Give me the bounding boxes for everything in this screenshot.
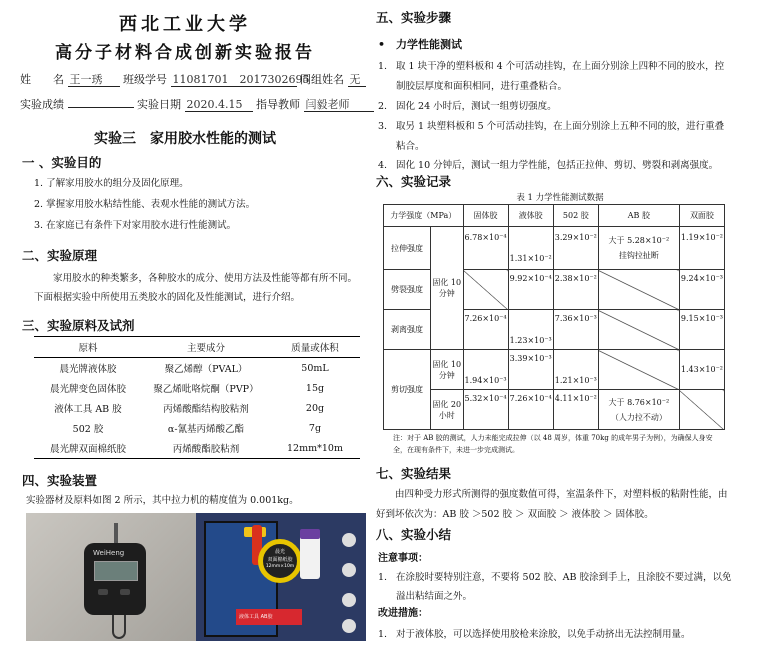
materials-header-material: 原料	[34, 337, 142, 358]
name-label: 姓 名	[20, 73, 64, 86]
teacher-label: 指导教师	[256, 98, 300, 111]
shear-tape: 1.43×10⁻²	[679, 350, 724, 390]
cleavage-liquid: 9.92×10⁻⁴	[508, 270, 553, 310]
material-amount: 7g	[308, 422, 322, 434]
improve-item-1-text: 对于液体胶，可以选择使用胶枪来涂胶，以免手动挤出无法控制用量。	[396, 629, 691, 640]
material-component: 聚乙烯吡咯烷酮（PVP）	[153, 384, 259, 395]
report-title: 高分子材料合成创新实验报告	[55, 43, 315, 63]
cleavage-tape: 9.24×10⁻³	[679, 270, 724, 310]
tensile-502: 3.29×10⁻²	[553, 227, 598, 270]
shear-ab-empty	[598, 350, 679, 390]
material-amount: 15g	[305, 382, 325, 394]
materials-header-amount: 质量或体积	[270, 337, 360, 358]
scale-brand-label: WeiHeng	[93, 549, 125, 557]
info-row-2	[20, 96, 374, 112]
section3-heading: 三、实验原料及试剂	[22, 318, 135, 333]
results-table	[383, 204, 725, 430]
materials-table	[34, 336, 360, 459]
table-row	[384, 227, 725, 270]
results-header-solid: 固体胶	[463, 205, 508, 227]
tensile-ab-note: 挂钩拉扯断	[618, 251, 659, 260]
materials-header-component: 主要成分	[142, 337, 270, 358]
shear20-ab-value: 大于 8.76×10⁻²	[608, 397, 670, 407]
material-component: 丙烯酸酯结构胶粘剂	[163, 404, 249, 415]
shear-502: 1.21×10⁻³	[553, 350, 598, 390]
cleavage-502: 2.38×10⁻²	[553, 270, 598, 310]
table-row	[34, 358, 360, 379]
table-row	[384, 390, 725, 430]
notes-heading: 注意事项：	[378, 553, 428, 564]
peel-liquid: 1.23×10⁻³	[508, 310, 553, 350]
shear20-liquid: 7.26×10⁻⁴	[508, 390, 553, 430]
partner-value: 无	[348, 73, 366, 87]
material-name: 液体工具 AB 胶	[54, 404, 122, 415]
tensile-ab-value: 大于 5.28×10⁻²	[608, 236, 670, 245]
material-name: 502 胶	[72, 424, 104, 435]
row-shear-cond-20h: 固化 20 小时	[431, 390, 464, 430]
section1-heading: 一 、实验目的	[22, 155, 102, 170]
table-caption: 表 1 力学性能测试数据	[516, 193, 604, 203]
material-amount: 50mL	[301, 362, 329, 374]
material-name: 晨光牌液体胶	[59, 364, 117, 375]
date-value: 2020.4.15	[185, 98, 253, 112]
table-row	[34, 378, 360, 398]
section7-heading: 七、实验结果	[376, 466, 452, 481]
score-value	[68, 107, 134, 108]
class-label: 班级学号	[123, 73, 167, 86]
tape-brand: 晨光	[274, 549, 285, 555]
cleavage-solid-empty	[463, 270, 508, 310]
teacher-value: 闫毅老师	[304, 98, 374, 112]
section1-item-2: 2. 掌握家用胶水粘结性能、表观水性能的测试方法。	[34, 199, 256, 210]
section5-item-3-text: 取另 1 块塑料板和 5 个可活动挂钩，在上面分别涂上五种不同的胶，进行重叠粘合。	[396, 121, 725, 152]
section5-item-4-text: 固化 10 分钟后，测试一组力学性能，包括正拉伸、剪切、劈裂和剥离强度。	[396, 160, 719, 171]
section5-item-1-text: 取 1 块干净的塑料板和 4 个可活动挂钩，在上面分别涂上四种不同的胶水，控制胶层厚度和面积相同，进行重叠粘合。	[396, 61, 725, 92]
section2-text: 家用胶水的种类繁多，各种胶水的成分、使用方法及性能等都有所不同。下面根据实验中所使用五类胶水的固化及性能测试，进行介绍。	[34, 273, 358, 303]
section2-heading: 二、实验原理	[22, 248, 98, 263]
improve-heading: 改进措施：	[378, 608, 428, 619]
tape-roll	[258, 539, 302, 583]
scale-body	[84, 543, 146, 615]
ab-glue-box	[236, 609, 302, 625]
material-name: 晨光牌变色固体胶	[49, 384, 126, 395]
name-value: 王一琇	[68, 73, 120, 87]
peel-502: 7.36×10⁻³	[553, 310, 598, 350]
class-value: 11081701 2017302695	[172, 73, 310, 86]
score-label: 实验成绩	[20, 98, 64, 111]
row-shear-name: 剪切强度	[384, 350, 431, 430]
material-component: α-氰基丙烯酸乙酯	[167, 424, 245, 435]
row-tensile-name: 拉伸强度	[384, 227, 431, 270]
tensile-ab	[598, 227, 679, 270]
section5-sub: • 力学性能测试	[378, 38, 463, 51]
shear20-solid: 5.32×10⁻⁴	[463, 390, 508, 430]
shear-solid: 1.94×10⁻³	[463, 350, 508, 390]
results-header-ab: AB 胶	[598, 205, 679, 227]
table-row	[34, 438, 360, 459]
material-component: 丙烯酸酯胶粘剂	[142, 438, 270, 459]
table-row	[34, 418, 360, 438]
section5-item-3: 3. 取另 1 块塑料板和 5 个可活动挂钩，在上面分别涂上五种不同的胶，进行重叠粘合。	[378, 117, 728, 157]
shear20-ab	[598, 390, 679, 430]
partner-label: 同组姓名	[300, 73, 344, 86]
peel-solid: 7.26×10⁻⁴	[463, 310, 508, 350]
material-component: 聚乙烯醇（PVAL）	[164, 364, 248, 375]
results-header-strength: 力学强度（MPa）	[384, 205, 464, 227]
section4-heading: 四、实验装置	[22, 473, 98, 488]
results-header-liquid: 液体胶	[508, 205, 553, 227]
tape-name: 双面棉纸胶	[267, 557, 293, 563]
scale-photo	[26, 513, 196, 641]
tensile-solid: 6.78×10⁻⁴	[463, 227, 508, 270]
material-amount: 12mm*10m	[270, 438, 360, 459]
table-note: 注：对于 AB 胶的测试，人力未能完成拉伸（以 48 周岁，体重 70kg 的成年男子为例），为确保人身安全，在现有条件下，未进一步完成测试。	[393, 434, 713, 454]
materials-photo	[196, 513, 366, 641]
section5-heading: 五、实验步骤	[376, 10, 452, 25]
peel-tape: 9.15×10⁻³	[679, 310, 724, 350]
university-title: 西北工业大学	[119, 14, 251, 35]
info-row-1	[20, 71, 366, 87]
row-shear-cond-10min: 固化 10 分钟	[431, 350, 464, 390]
improve-item-1: 1. 对于液体胶，可以选择使用胶枪来涂胶，以免手动挤出无法控制用量。	[378, 625, 738, 644]
section7-text: 由四种受力形式所测得的强度数值可得，室温条件下，对塑料板的粘附性能，由好到坏依次为：AB 胶 ＞502 胶 ＞ 双面胶 ＞ 液体胶 ＞ 固体胶。	[376, 489, 728, 520]
section5-sub-text: 力学性能测试	[396, 38, 463, 51]
cleavage-ab-empty	[598, 270, 679, 310]
section1-item-1: 1. 了解家用胶水的组分及固化原理。	[34, 178, 189, 189]
peel-ab-empty	[598, 310, 679, 350]
material-name: 晨光牌双面棉纸胶	[34, 438, 142, 459]
shear20-ab-note: （人力拉不动）	[610, 412, 667, 422]
results-header-502: 502 胶	[553, 205, 598, 227]
table-row	[384, 350, 725, 390]
section8-heading: 八、实验小结	[376, 527, 452, 542]
material-amount: 20g	[305, 402, 325, 414]
shear-liquid: 3.39×10⁻³	[508, 350, 553, 390]
ab-glue-label: 液体工具 AB胶	[239, 614, 273, 620]
section5-item-2: 2. 固化 24 小时后，测试一组剪切强度。	[378, 97, 728, 117]
section5-item-1: 1. 取 1 块干净的塑料板和 4 个可活动挂钩，在上面分别涂上四种不同的胶水，控制胶层厚度和面积相同，进行重叠粘合。	[378, 57, 728, 97]
experiment-title: 实验三 家用胶水性能的测试	[94, 131, 276, 147]
shear20-502: 4.11×10⁻²	[553, 390, 598, 430]
tensile-liquid: 1.31×10⁻²	[508, 227, 553, 270]
table-row	[34, 398, 360, 418]
section4-text: 实验器材及原料如图 2 所示，其中拉力机的精度值为 0.001kg。	[26, 495, 299, 506]
shear20-tape-empty	[679, 390, 724, 430]
tensile-tape: 1.19×10⁻²	[679, 227, 724, 270]
notes-item-1-text: 在涂胶时要特别注意，不要将 502 胶、AB 胶涂到手上，且涂胶不要过满，以免溢出粘结面之外。	[396, 572, 732, 602]
row-cure-10min: 固化 10 分钟	[431, 227, 464, 350]
tape-size: 12mm×10m	[265, 564, 295, 569]
notes-item-1: 1. 在涂胶时要特别注意，不要将 502 胶、AB 胶涂到手上，且涂胶不要过满，以免溢出粘结面之外。	[378, 568, 738, 606]
section6-heading: 六、实验记录	[376, 174, 452, 189]
results-header-tape: 双面胶	[679, 205, 724, 227]
section1-item-3: 3. 在家庭已有条件下对家用胶水进行性能测试。	[34, 220, 237, 231]
date-label: 实验日期	[137, 98, 181, 111]
section5-item-2-text: 固化 24 小时后，测试一组剪切强度。	[396, 101, 557, 112]
row-cleavage-name: 劈裂强度	[384, 270, 431, 310]
section5-item-4: 4. 固化 10 分钟后，测试一组力学性能，包括正拉伸、剪切、劈裂和剥离强度。	[378, 156, 738, 176]
row-peel-name: 剥离强度	[384, 310, 431, 350]
